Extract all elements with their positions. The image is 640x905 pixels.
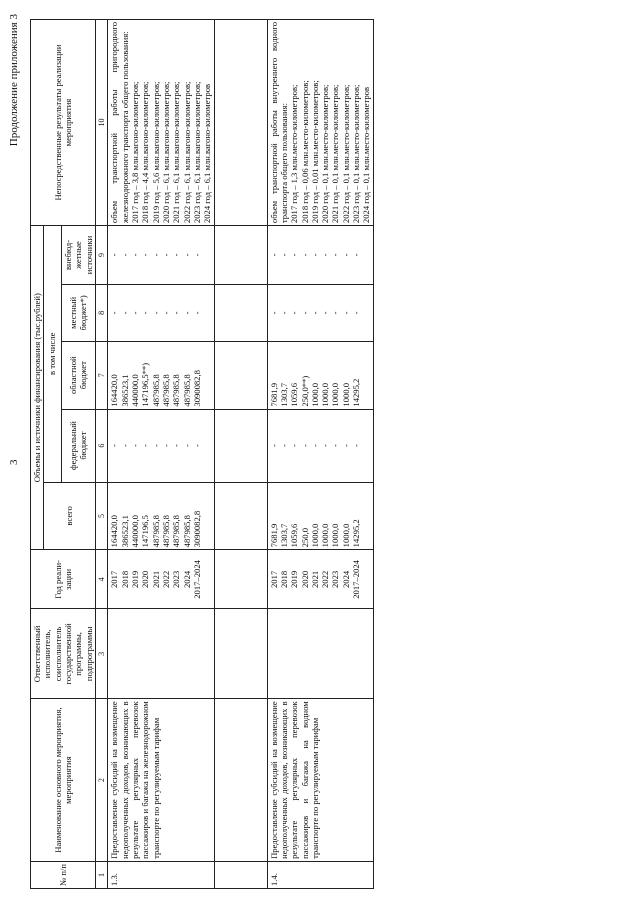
executor xyxy=(267,609,373,699)
amount: - xyxy=(140,253,151,257)
column-index: 2 xyxy=(95,699,108,862)
amount: - xyxy=(119,253,130,257)
amount: - xyxy=(289,311,300,315)
amount: 487985,8 xyxy=(181,515,192,548)
column-index: 8 xyxy=(95,284,108,341)
amount: - xyxy=(330,444,341,448)
amount: - xyxy=(140,444,151,448)
column-index: 3 xyxy=(95,609,108,699)
amount: - xyxy=(119,311,130,315)
regional-cell xyxy=(267,341,373,409)
extrabudget-cell xyxy=(267,226,373,285)
executor xyxy=(108,609,214,699)
amount: - xyxy=(191,444,202,448)
program-table xyxy=(30,19,374,889)
column-index: 5 xyxy=(95,482,108,550)
column-index: 9 xyxy=(95,226,108,285)
amount: - xyxy=(150,311,161,315)
amount: 7681,9 xyxy=(268,382,279,407)
result-line: 2023 год – 6,1 млн.вагоно-километров; xyxy=(191,81,202,224)
amount: - xyxy=(299,444,310,448)
results-cell xyxy=(267,20,373,226)
amount: 1000,0 xyxy=(340,523,351,548)
amount: 14295,2 xyxy=(351,378,362,407)
header-year: Год реали- зации xyxy=(31,550,96,609)
amount: 147196,5 xyxy=(140,515,151,548)
federal-cell xyxy=(108,409,214,482)
result-line: 2019 год – 0,01 млн.место-километров; xyxy=(309,80,320,224)
header-funding: Объемы и источники финансирования (тыс.рублей) xyxy=(31,226,44,550)
year: 2023 xyxy=(330,570,341,588)
year: 2021 xyxy=(309,570,320,588)
page-number: 3 xyxy=(8,459,20,465)
years-cell xyxy=(267,550,373,609)
header-extrabudget: внебюд- жетные источники xyxy=(61,226,95,285)
year: 2017–2024 xyxy=(191,560,202,599)
local-cell xyxy=(108,284,214,341)
total-cell xyxy=(108,482,214,550)
amount: - xyxy=(309,444,320,448)
year: 2024 xyxy=(340,570,351,588)
year: 2018 xyxy=(278,570,289,588)
result-intro: объем транспортной работы внутреннего водного транспорта общего пользования: xyxy=(268,22,289,224)
amount: 1059,6 xyxy=(289,523,300,548)
amount: - xyxy=(340,311,351,315)
result-line: 2018 год – 0,06 млн.место-километров; xyxy=(299,80,310,224)
amount: - xyxy=(278,311,289,315)
years-cell xyxy=(108,550,214,609)
amount: 147196,5**) xyxy=(140,362,151,407)
column-index: 10 xyxy=(95,20,108,226)
amount: 487985,8 xyxy=(161,515,172,548)
amount: - xyxy=(130,311,141,315)
column-index: 7 xyxy=(95,341,108,409)
amount: - xyxy=(309,253,320,257)
amount: - xyxy=(340,253,351,257)
amount: - xyxy=(320,311,331,315)
year: 2017–2024 xyxy=(351,560,362,599)
amount: - xyxy=(309,311,320,315)
amount: - xyxy=(268,253,279,257)
year: 2017 xyxy=(109,570,120,588)
row-gap xyxy=(214,20,267,889)
amount: 7681,9 xyxy=(268,523,279,548)
header-executor: Ответственный исполнитель, соисполнитель государственной программы, подпрограммы xyxy=(31,609,96,699)
amount: - xyxy=(340,444,351,448)
amount: - xyxy=(278,444,289,448)
year: 2019 xyxy=(130,570,141,588)
result-line: 2024 год – 6,1 млн.вагоно-километров xyxy=(202,83,213,224)
amount: - xyxy=(140,311,151,315)
amount: 1000,0 xyxy=(320,523,331,548)
result-line: 2024 год – 0,1 млн.место-километров xyxy=(361,86,372,224)
table-row xyxy=(267,20,373,889)
result-line: 2018 год – 4,4 млн.вагоно-километров; xyxy=(140,81,151,224)
amount: - xyxy=(171,311,182,315)
amount: 164420,0 xyxy=(109,374,120,407)
amount: 1000,0 xyxy=(340,382,351,407)
row-number: 1.4. xyxy=(267,861,373,888)
results-cell xyxy=(108,20,214,226)
amount: - xyxy=(150,444,161,448)
amount: - xyxy=(181,444,192,448)
amount: - xyxy=(320,444,331,448)
header-federal: федеральный бюджет xyxy=(61,409,95,482)
result-line: 2020 год – 0,1 млн.место-километров; xyxy=(320,84,331,224)
column-index: 4 xyxy=(95,550,108,609)
amount: - xyxy=(109,444,120,448)
amount: - xyxy=(299,253,310,257)
amount: - xyxy=(191,253,202,257)
amount: 487985,8 xyxy=(181,374,192,407)
amount: 1303,7 xyxy=(278,382,289,407)
year: 2023 xyxy=(171,570,182,588)
amount: 1000,0 xyxy=(320,382,331,407)
result-line: 2022 год – 6,1 млн.вагоно-километров; xyxy=(181,81,192,224)
extrabudget-cell xyxy=(108,226,214,285)
amount: - xyxy=(181,253,192,257)
amount: 250,0 xyxy=(299,527,310,548)
amount: - xyxy=(109,253,120,257)
amount: 487985,8 xyxy=(150,374,161,407)
header-results: Непосредственные результаты реализации мероприятия xyxy=(31,20,96,226)
amount: 386523,1 xyxy=(119,515,130,548)
year: 2022 xyxy=(320,570,331,588)
row-number: 1.3. xyxy=(108,861,214,888)
amount: 440000,0 xyxy=(130,374,141,407)
result-line: 2021 год – 6,1 млн.вагоно-километров; xyxy=(171,81,182,224)
amount: - xyxy=(289,444,300,448)
year: 2018 xyxy=(119,570,130,588)
measure-name: Предоставление субсидий на возмещение недополученных доходов, возникающих в результате регулярных перевозок пассажиров и багажа на водном транспорте по регулируемым тарифам xyxy=(267,699,373,862)
local-cell xyxy=(267,284,373,341)
amount: - xyxy=(351,311,362,315)
header-including: в том числе xyxy=(44,226,62,482)
amount: 3090082,8 xyxy=(191,370,202,407)
amount: - xyxy=(171,444,182,448)
amount: - xyxy=(109,311,120,315)
amount: - xyxy=(268,444,279,448)
amount: 487985,8 xyxy=(150,515,161,548)
federal-cell xyxy=(267,409,373,482)
year: 2019 xyxy=(289,570,300,588)
amount: 1000,0 xyxy=(309,382,320,407)
amount: - xyxy=(351,253,362,257)
amount: - xyxy=(278,253,289,257)
year: 2017 xyxy=(268,570,279,588)
result-intro: объем транспортной работы пригородного железнодорожного транспорта общего пользования: xyxy=(109,22,130,224)
amount: 1059,6 xyxy=(289,382,300,407)
column-index: 6 xyxy=(95,409,108,482)
amount: - xyxy=(161,444,172,448)
amount: - xyxy=(330,311,341,315)
amount: - xyxy=(351,444,362,448)
amount: 386523,1 xyxy=(119,374,130,407)
amount: - xyxy=(161,253,172,257)
amount: - xyxy=(171,253,182,257)
amount: - xyxy=(320,253,331,257)
amount: - xyxy=(289,253,300,257)
amount: 250,0**) xyxy=(299,375,310,407)
amount: 14295,2 xyxy=(351,519,362,548)
result-line: 2017 год – 3,8 млн.вагоно-километров; xyxy=(130,81,141,224)
result-line: 2017 год – 1,3 млн.место-километров; xyxy=(289,84,300,224)
amount: - xyxy=(161,311,172,315)
amount: 487985,8 xyxy=(171,374,182,407)
result-line: 2022 год – 0,1 млн.место-километров; xyxy=(340,84,351,224)
year: 2024 xyxy=(181,570,192,588)
amount: 487985,8 xyxy=(171,515,182,548)
header-local: местный бюджет*) xyxy=(61,284,95,341)
amount: 1303,7 xyxy=(278,523,289,548)
amount: - xyxy=(181,311,192,315)
amount: - xyxy=(150,253,161,257)
total-cell xyxy=(267,482,373,550)
table-row xyxy=(108,20,214,889)
amount: - xyxy=(119,444,130,448)
amount: 440000,0 xyxy=(130,515,141,548)
amount: 164420,0 xyxy=(109,515,120,548)
header-no: № п/п xyxy=(31,861,96,888)
measure-name: Предоставление субсидий на возмещение недополученных доходов, возникающих в результате регулярных перевозок пассажиров и багажа на железнодорожном транспорте по регулируемым тарифам xyxy=(108,699,214,862)
column-index-row xyxy=(95,20,108,889)
result-line: 2019 год – 5,6 млн.вагоно-километров; xyxy=(150,81,161,224)
result-line: 2021 год – 0,1 млн.место-километров; xyxy=(330,84,341,224)
continuation-title: Продолжение приложения 3 xyxy=(8,14,20,147)
amount: 1000,0 xyxy=(330,382,341,407)
year: 2022 xyxy=(161,570,172,588)
amount: 487985,8 xyxy=(161,374,172,407)
amount: 3090082,8 xyxy=(191,510,202,548)
header-regional: областной бюджет xyxy=(61,341,95,409)
amount: 1000,0 xyxy=(309,523,320,548)
amount: - xyxy=(268,311,279,315)
result-line: 2020 год – 6,1 млн.вагоно-километров; xyxy=(161,81,172,224)
column-index: 1 xyxy=(95,861,108,888)
year: 2020 xyxy=(299,570,310,588)
year: 2021 xyxy=(150,570,161,588)
amount: - xyxy=(130,253,141,257)
header-name: Наименование основного мероприятия, мероприятия xyxy=(31,699,96,862)
result-line: 2023 год – 0,1 млн.место-километров; xyxy=(351,84,362,224)
amount: - xyxy=(130,444,141,448)
amount: - xyxy=(330,253,341,257)
amount: - xyxy=(299,311,310,315)
regional-cell xyxy=(108,341,214,409)
year: 2020 xyxy=(140,570,151,588)
amount: 1000,0 xyxy=(330,523,341,548)
amount: - xyxy=(191,311,202,315)
header-total: всего xyxy=(44,482,96,550)
